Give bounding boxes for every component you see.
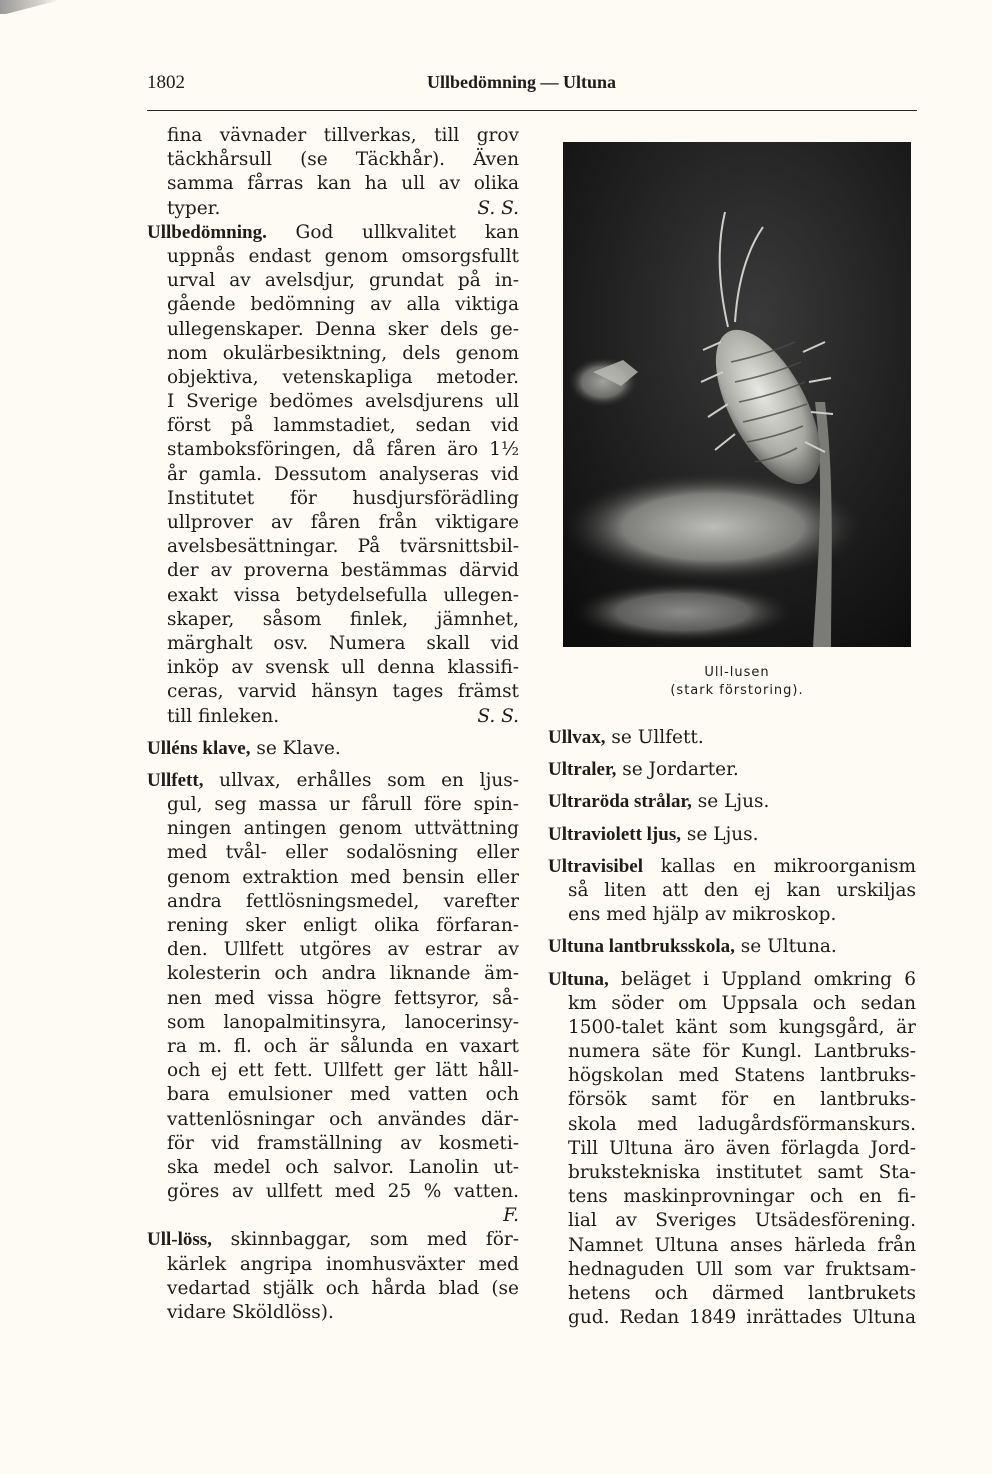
line-text: numera säte för Kungl. Lantbruks-: [568, 1041, 916, 1063]
line-text: rening sker enligt olika förfaran-: [167, 915, 519, 936]
right-column: [548, 726, 916, 1330]
entry-term: Ultuna lantbruksskola,: [548, 936, 735, 958]
text-line: [147, 890, 519, 914]
line-text: och ej ett fett. Ullfett ger lätt håll-: [167, 1060, 519, 1082]
line-text: beläget i Uppland omkring 6: [608, 968, 916, 990]
line-text: exakt vissa betydelsefulla ullegen-: [167, 584, 519, 606]
line-text: ska medel och salvor. Lanolin ut-: [167, 1156, 519, 1178]
text-line: [147, 559, 519, 583]
line-text: högskolan med Statens lantbruks-: [568, 1065, 916, 1087]
line-text: kolesterin och andra liknande äm-: [167, 963, 519, 985]
entry-headword-line: [147, 1228, 519, 1252]
line-text: kallas en mikroorganism: [643, 855, 916, 877]
line-text: vattenlösningar och användes där-: [167, 1108, 519, 1130]
text-line: [548, 1016, 916, 1040]
text-line: [147, 1059, 519, 1083]
wool-louse-illustration: [563, 142, 911, 647]
entry-gap: [147, 761, 519, 769]
text-line: [147, 511, 519, 535]
text-line: [147, 414, 519, 438]
left-column: [147, 124, 519, 1325]
line-text: den. Ullfett utgöres av estrar av: [167, 939, 519, 961]
text-line: [147, 124, 519, 148]
line-text: samma fårras kan ha ull av olika: [167, 173, 519, 195]
page-corner-mark: [0, 0, 60, 14]
text-line: [147, 1180, 519, 1204]
line-text: fina vävnader tillverkas, till grov: [167, 125, 519, 146]
text-line: [548, 1306, 916, 1330]
page-header: [147, 72, 917, 98]
line-text: Institutet för husdjursförädling: [167, 487, 519, 509]
entry-headword-line: [548, 823, 916, 847]
text-line: [147, 1011, 519, 1035]
line-text: 1500-talet känt som kungsgård, är: [568, 1016, 916, 1038]
text-line: [548, 903, 916, 927]
line-text: se Ultuna.: [734, 936, 837, 958]
text-line: [147, 841, 519, 865]
entry-term: Ullfett,: [147, 769, 204, 791]
line-text: ullvax, erhålles som en ljus-: [203, 769, 519, 791]
line-text: se Ullfett.: [605, 727, 704, 748]
line-text: år gamla. Dessutom analyseras vid: [167, 463, 519, 485]
text-line: [147, 318, 519, 342]
text-line: [147, 656, 519, 680]
line-text: ens med hjälp av mikroskop.: [568, 904, 837, 926]
line-text: urval av avelsdjur, grundat på in-: [167, 270, 519, 292]
text-line: [147, 793, 519, 817]
line-text: täckhårsull (se Täckhår). Även: [167, 149, 519, 171]
line-text: se Klave.: [250, 737, 341, 759]
line-text: Till Ultuna äro även förlagda Jord-: [568, 1137, 916, 1159]
line-text: för vid framställning av kosmeti-: [167, 1132, 519, 1154]
text-line: [147, 342, 519, 366]
author-signature: S. S.: [477, 197, 519, 219]
line-text: uppnås endast genom omsorgsfullt: [167, 245, 519, 267]
line-text: tens maskinprovningar och en fi-: [568, 1186, 916, 1208]
text-line: [147, 938, 519, 962]
line-text: I Sverige bedömes avelsdjurens ull: [167, 391, 519, 413]
line-text: objektiva, vetenskapliga metoder.: [167, 366, 519, 388]
line-text: först på lammstadiet, sedan vid: [167, 415, 519, 437]
line-text: vidare Sköldlöss).: [167, 1302, 334, 1323]
line-text: ra m. fl. och är sålunda en vaxart: [167, 1035, 519, 1057]
running-head: Ullbedömning — Ultuna: [427, 72, 617, 92]
text-line: [147, 463, 519, 487]
text-line: [147, 608, 519, 632]
line-text: ceras, varvid hänsyn tages främst: [167, 681, 519, 703]
entry-term: Ultraröda strålar,: [548, 791, 692, 813]
entry-headword-line: [548, 726, 916, 750]
line-text: skaper, såsom finlek, jämnhet,: [167, 608, 519, 630]
text-line: [548, 1185, 916, 1209]
line-text: Namnet Ultuna anses härleda från: [568, 1234, 916, 1256]
text-line: [147, 293, 519, 317]
entry-headword-line: [147, 769, 519, 793]
line-text: se Ljus.: [691, 791, 770, 813]
text-line: [548, 1064, 916, 1088]
entry-gap: [548, 960, 916, 968]
line-text: typer.: [167, 197, 221, 219]
entry-headword-line: [147, 221, 519, 245]
line-text: hetens och därmed lantbrukets: [568, 1282, 916, 1304]
entry-headword-line: [548, 758, 916, 782]
text-line: [147, 962, 519, 986]
line-text: gud. Redan 1849 inrättades Ultuna: [568, 1307, 916, 1329]
text-line: [548, 1137, 916, 1161]
line-text: bara emulsioner med vatten och: [167, 1084, 519, 1106]
line-text: nom okulärbesiktning, dels genom: [167, 342, 519, 364]
line-text: så liten att den ej kan urskiljas: [568, 879, 916, 901]
text-line: [548, 1113, 916, 1137]
entry-gap: [548, 782, 916, 790]
author-signature: F.: [503, 1205, 519, 1227]
line-text: gående bedömning av alla viktiga: [167, 294, 519, 316]
entry-headword-line: [548, 855, 916, 879]
entry-gap: [548, 847, 916, 855]
line-text: genom extraktion med bensin eller: [167, 866, 519, 888]
line-text: ningen antingen genom uttvättning: [167, 818, 519, 840]
line-text: med tvål- eller sodalösning eller: [167, 842, 519, 864]
text-line: [147, 172, 519, 196]
text-line: [147, 1277, 519, 1301]
line-text: göres av ullfett med 25 % vatten.: [167, 1181, 519, 1203]
line-text: andra fettlösningsmedel, varefter: [167, 890, 519, 912]
line-text: vedartad stjälk och hårda blad (se: [167, 1277, 519, 1299]
line-text: ullprover av fåren från viktigare: [167, 512, 519, 533]
line-text: God ullkvalitet kan: [266, 221, 519, 243]
line-text: brukstekniska institutet samt Sta-: [568, 1162, 916, 1183]
entry-term: Ultraviolett ljus,: [548, 823, 681, 845]
line-text: till finleken.: [167, 705, 280, 727]
text-line: [147, 987, 519, 1011]
text-line: [147, 632, 519, 656]
entry-term: Ulléns klave,: [147, 737, 251, 759]
text-line: [147, 1156, 519, 1180]
line-text: hednaguden Ull som var fruktsam-: [568, 1258, 916, 1280]
text-line: [147, 366, 519, 390]
text-line: [147, 1132, 519, 1156]
text-line: [147, 584, 519, 608]
entry-term: Ultraler,: [548, 759, 617, 781]
entry-term: Ultuna,: [548, 968, 609, 990]
entry-headword-line: [548, 790, 916, 814]
entry-term: Ullvax,: [548, 727, 606, 748]
entry-term: Ull-löss,: [147, 1229, 212, 1251]
text-line: [147, 390, 519, 414]
line-text: se Ljus.: [680, 823, 759, 845]
text-line: [147, 535, 519, 559]
line-text: som lanopalmitinsyra, lanocerinsy-: [167, 1011, 519, 1033]
caption-line: (stark förstoring).: [670, 683, 804, 698]
line-text: der av proverna bestämmas därvid: [167, 560, 519, 582]
line-text: gul, seg massa ur fårull före spin-: [167, 794, 519, 816]
text-line: [147, 487, 519, 511]
text-line: [548, 992, 916, 1016]
line-text: km söder om Uppsala och sedan: [568, 992, 916, 1014]
text-line: [548, 879, 916, 903]
line-text: skola med ladugårdsförmanskurs.: [568, 1113, 916, 1135]
text-line: [548, 1234, 916, 1258]
line-text: lial av Sveriges Utsädesförening.: [568, 1210, 916, 1232]
entry-gap: [147, 729, 519, 737]
text-line: [147, 817, 519, 841]
entry-headword-line: [548, 968, 916, 992]
entry-gap: [548, 815, 916, 823]
text-line: [147, 1108, 519, 1132]
text-line: [147, 1035, 519, 1059]
text-line: [147, 680, 519, 704]
caption-line: Ull-lusen: [704, 665, 770, 680]
text-line: [147, 914, 519, 938]
figure-caption: [563, 664, 911, 700]
entry-term: Ultravisibel: [548, 855, 643, 877]
text-line: [147, 1253, 519, 1277]
entry-term: Ullbedömning.: [147, 221, 267, 243]
page-number: 1802: [147, 72, 185, 93]
text-line: [147, 438, 519, 462]
line-text: ullegenskaper. Denna sker dels ge-: [167, 318, 519, 340]
line-text: kärlek angripa inomhusväxter med: [167, 1253, 519, 1275]
text-line: [147, 269, 519, 293]
text-line: [548, 1258, 916, 1282]
entry-headword-line: [548, 935, 916, 959]
text-line: [548, 1040, 916, 1064]
header-rule: [147, 110, 917, 111]
text-line: [147, 197, 519, 221]
line-text: se Jordarter.: [616, 759, 739, 781]
line-text: försök samt för en lantbruks-: [568, 1089, 916, 1111]
line-text: inköp av svensk ull denna klassifi-: [167, 657, 519, 679]
text-line: [147, 245, 519, 269]
entry-gap: [548, 750, 916, 758]
text-line: [147, 1083, 519, 1107]
text-line: [147, 866, 519, 890]
text-line: [548, 1282, 916, 1306]
line-text: nen med vissa högre fettsyror, så-: [167, 987, 519, 1009]
text-line: [548, 1161, 916, 1185]
text-line: [147, 148, 519, 172]
line-text: avelsbesättningar. På tvärsnittsbil-: [167, 536, 519, 558]
entry-gap: [548, 927, 916, 935]
text-line: [548, 1088, 916, 1112]
text-line: [548, 1209, 916, 1233]
text-line: [147, 705, 519, 729]
line-text: märghalt osv. Numera skall vid: [167, 632, 519, 654]
figure-photo: [563, 142, 911, 647]
line-text: skinnbaggar, som med för-: [211, 1229, 519, 1251]
line-text: stamboksföringen, då fåren äro 1½: [167, 439, 519, 461]
entry-headword-line: [147, 737, 519, 761]
author-signature: S. S.: [477, 705, 519, 727]
text-line: [147, 1301, 519, 1325]
text-line: [147, 1204, 519, 1228]
